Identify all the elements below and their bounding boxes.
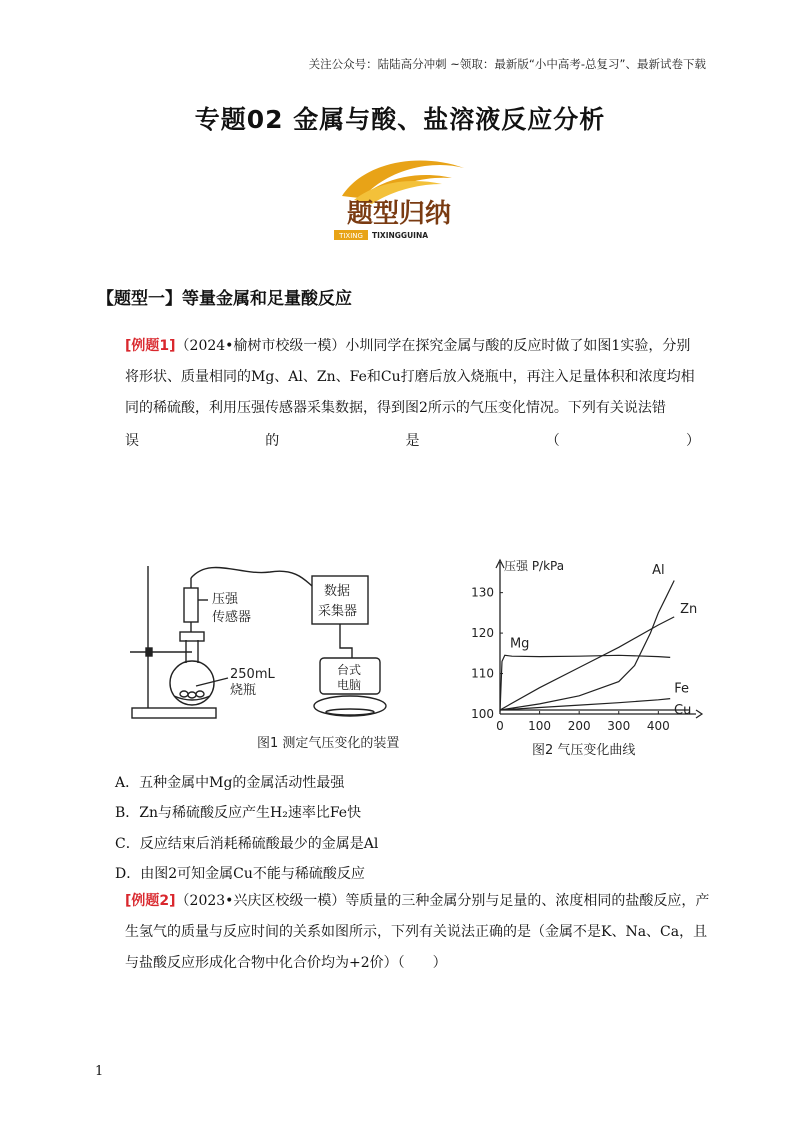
y-tick-label: 130: [471, 585, 494, 600]
x-tick-label: 100: [528, 719, 552, 733]
pressure-sensor: [184, 588, 198, 622]
example-1-tag: [例题1]: [125, 338, 176, 354]
wire: [191, 567, 312, 586]
option-c: C．反应结束后消耗稀硫酸最少的金属是Al: [115, 836, 379, 852]
option-b: B．Zn与稀硫酸反应产生H₂速率比Fe快: [115, 805, 362, 821]
x-tick-label: 300: [607, 719, 631, 733]
header-note: 关注公众号：陆陆高分冲刺 ~领取：最新版“小中高考-总复习”、最新试卷下载: [308, 57, 706, 71]
option-d: D．由图2可知金属Cu不能与稀硫酸反应: [115, 866, 365, 882]
stem-char: 的: [265, 432, 280, 449]
example-1-text: [125, 331, 700, 424]
series-label-cu: Cu: [674, 702, 692, 718]
logo-sub-left: TIXING: [339, 232, 363, 240]
example-2-body: （2023•兴庆区校级一模）等质量的三种金属分别与足量的、浓度相同的盐酸反应，产生氢气的质量与反应时间的关系如图所示，下列有关说法正确的是（金属不是K、Na、Ca，且与盐酸反应形成化合物中化合价均为+2价）（ ）: [125, 893, 710, 971]
sensor-label-2: 传感器: [212, 610, 252, 625]
example-2-tag: [例题2]: [125, 893, 176, 909]
logo-swoosh: [342, 161, 464, 200]
page-title: 专题02 金属与酸、盐溶液反应分析: [194, 105, 606, 134]
logo-main-text: 题型归纳: [346, 199, 452, 229]
y-tick-label: 120: [471, 626, 494, 641]
sensor-label-1: 压强: [212, 592, 239, 607]
series-line-zn: [500, 617, 674, 710]
computer-label-1: 台式: [337, 663, 362, 677]
flask-label-2: 烧瓶: [230, 683, 257, 698]
y-axis-label: 压强 P/kPa: [504, 559, 565, 573]
x-axis-arrow: [696, 710, 702, 718]
section-title: 【题型一】等量金属和足量酸反应: [97, 289, 352, 309]
figure-1-caption: 图1 测定气压变化的装置: [257, 736, 400, 751]
series-label-mg: Mg: [509, 636, 530, 652]
stem-char: （: [545, 432, 560, 449]
x-tick-label: 0: [496, 719, 504, 733]
stem-char: ）: [686, 432, 700, 449]
option-a: A．五种金属中Mg的金属活动性最强: [115, 775, 345, 791]
y-tick-label: 110: [471, 666, 494, 681]
collector-label-1: 数据: [324, 584, 351, 599]
series-label-al: Al: [652, 563, 665, 578]
stem-char: 误: [125, 432, 139, 449]
collector-label-2: 采集器: [318, 604, 358, 619]
series-label-fe: Fe: [674, 681, 689, 697]
chart-caption: 图2 气压变化曲线: [532, 743, 636, 758]
series-label-zn: Zn: [680, 601, 698, 617]
x-tick-label: 400: [646, 719, 670, 733]
example-2-text: [125, 886, 710, 979]
computer-label-2: 电脑: [337, 678, 362, 692]
example-1-stem-end: [125, 424, 700, 455]
series-line-fe: [500, 699, 670, 710]
series-line-mg: [500, 655, 670, 712]
logo: [324, 152, 474, 248]
logo-sub-right: TIXINGGUINA: [372, 231, 429, 240]
figure-1-apparatus: [120, 558, 420, 758]
example-1-body: （2024•榆树市校级一模）小圳同学在探究金属与酸的反应时做了如图1实验，分别将形状、质量相同的Mg、Al、Zn、Fe和Cu打磨后放入烧瓶中，再注入足量体积和浓度均相同的稀硫酸，利用压强传感器采集数据，得到图2所示的气压变化情况。下列有关说法错: [125, 338, 695, 416]
stem-char: 是: [405, 432, 420, 449]
stand-base: [132, 708, 216, 718]
page-number: 1: [95, 1064, 104, 1079]
flask-label-1: 250mL: [230, 667, 275, 682]
y-tick-label: 100: [471, 707, 494, 721]
figure-2-chart: [458, 552, 708, 764]
x-tick-label: 200: [567, 719, 591, 733]
